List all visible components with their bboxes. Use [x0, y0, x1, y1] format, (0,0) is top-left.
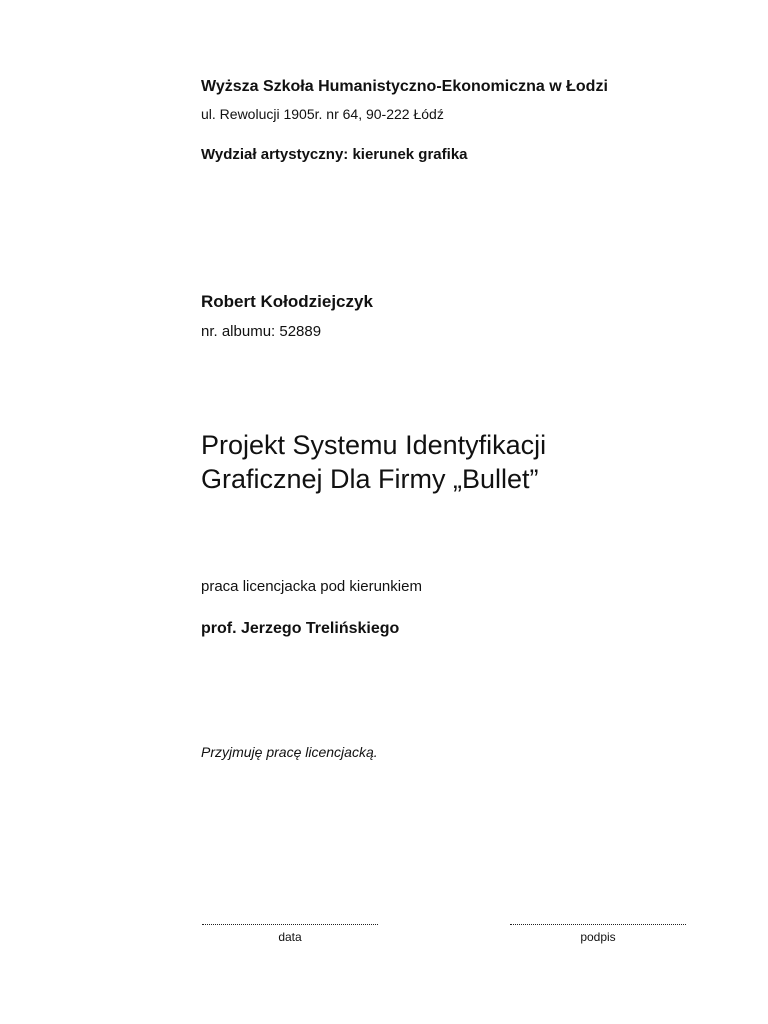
acceptance-statement: Przyjmuję pracę licencjacką.: [201, 744, 378, 760]
signature-line: [510, 924, 686, 925]
thesis-title-line-1: Projekt Systemu Identyfikacji: [201, 430, 547, 460]
supervisor-name: prof. Jerzego Trelińskiego: [201, 620, 400, 637]
faculty-name: Wydział artystyczny: kierunek grafika: [201, 146, 468, 163]
supervision-label: praca licencjacka pod kierunkiem: [201, 578, 422, 595]
signature-label: podpis: [580, 930, 616, 944]
album-number: nr. albumu: 52889: [201, 323, 322, 340]
date-signature-line: [202, 924, 378, 925]
author-name: Robert Kołodziejczyk: [201, 292, 373, 311]
university-name: Wyższa Szkoła Humanistyczno-Ekonomiczna w Łodzi: [201, 78, 608, 95]
date-label: data: [278, 930, 302, 944]
thesis-title-line-2: Graficznej Dla Firmy „Bullet”: [201, 464, 539, 494]
thesis-title: [201, 428, 546, 496]
university-address: ul. Rewolucji 1905r. nr 64, 90-222 Łódź: [201, 106, 444, 122]
